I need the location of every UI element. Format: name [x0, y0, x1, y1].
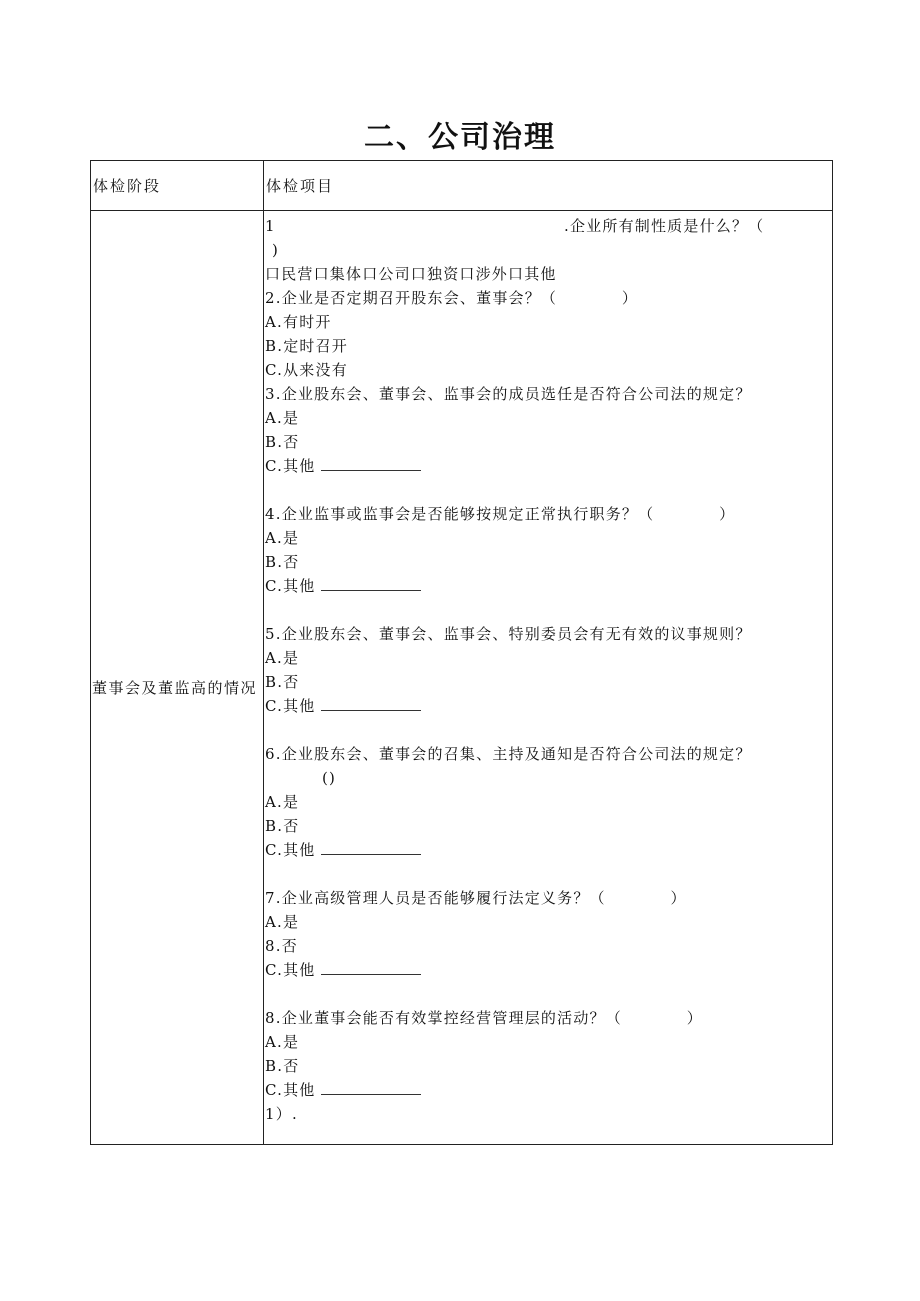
question-1-number: 1 — [265, 217, 276, 235]
question-1 — [264, 214, 832, 238]
question-8-option-b: B.否 — [265, 1057, 300, 1075]
question-3-option-a: A.是 — [265, 409, 300, 427]
checkup-table — [90, 160, 833, 1145]
items-cell — [264, 211, 833, 1145]
header-row — [91, 161, 833, 211]
question-1-options: 口民营口集体口公司口独资口涉外口其他 — [265, 265, 557, 283]
question-4-blank[interactable] — [321, 575, 421, 591]
content-row — [91, 211, 833, 1145]
question-7-option-c — [264, 958, 832, 982]
spacer — [264, 718, 832, 742]
question-3-blank[interactable] — [321, 455, 421, 471]
question-4-option-c-label: C.其他 — [265, 577, 316, 595]
spacer — [264, 478, 832, 502]
header-cell-items — [264, 161, 833, 211]
question-5-option-c-label: C.其他 — [265, 697, 316, 715]
question-8-option-c-label: C.其他 — [265, 1081, 316, 1099]
question-7-blank[interactable] — [321, 959, 421, 975]
question-7-option-b: 8.否 — [265, 937, 298, 955]
question-4: 4.企业监事或监事会是否能够按规定正常执行职务？（ ） — [265, 505, 736, 523]
header-items: 体检项目 — [266, 177, 335, 195]
question-1-text: .企业所有制性质是什么？（ — [564, 217, 765, 235]
question-4-option-a: A.是 — [265, 529, 300, 547]
question-4-option-b: B.否 — [265, 553, 300, 571]
stage-cell — [91, 211, 264, 1145]
spacer — [264, 598, 832, 622]
question-2-option-a: A.有时开 — [265, 313, 332, 331]
question-7-option-c-label: C.其他 — [265, 961, 316, 979]
spacer — [264, 982, 832, 1006]
question-8-blank[interactable] — [321, 1079, 421, 1095]
question-8-option-a: A.是 — [265, 1033, 300, 1051]
question-6: 6.企业股东会、董事会的召集、主持及通知是否符合公司法的规定？ — [265, 745, 752, 763]
question-5-blank[interactable] — [321, 695, 421, 711]
footer-note: 1）. — [265, 1105, 298, 1123]
items-list — [264, 211, 832, 1144]
question-1-close: ) — [272, 241, 280, 259]
question-5-option-c — [264, 694, 832, 718]
question-3: 3.企业股东会、董事会、监事会的成员选任是否符合公司法的规定？ — [265, 385, 752, 403]
question-4-option-c — [264, 574, 832, 598]
page-title: 二、公司治理 — [364, 120, 556, 155]
header-stage: 体检阶段 — [93, 177, 162, 195]
question-3-option-b: B.否 — [265, 433, 300, 451]
question-6-blank[interactable] — [321, 839, 421, 855]
question-3-option-c-label: C.其他 — [265, 457, 316, 475]
question-5-option-a: A.是 — [265, 649, 300, 667]
question-7: 7.企业高级管理人员是否能够履行法定义务？（ ） — [265, 889, 687, 907]
question-8: 8.企业董事会能否有效掌控经营管理层的活动？（ ） — [265, 1009, 703, 1027]
question-6-option-c-label: C.其他 — [265, 841, 316, 859]
question-5-option-b: B.否 — [265, 673, 300, 691]
question-5: 5.企业股东会、董事会、监事会、特别委员会有无有效的议事规则？ — [265, 625, 752, 643]
question-6-option-a: A.是 — [265, 793, 300, 811]
header-cell-stage — [91, 161, 264, 211]
question-6-option-c — [264, 838, 832, 862]
question-6-option-b: B.否 — [265, 817, 300, 835]
question-6-paren: () — [322, 769, 337, 787]
question-2-option-b: B.定时召开 — [265, 337, 348, 355]
question-8-option-c — [264, 1078, 832, 1102]
question-7-option-a: A.是 — [265, 913, 300, 931]
question-3-option-c — [264, 454, 832, 478]
spacer — [264, 862, 832, 886]
question-2: 2.企业是否定期召开股东会、董事会？（ ） — [265, 289, 639, 307]
stage-label: 董事会及董监高的情况 — [92, 678, 258, 697]
question-2-option-c: C.从来没有 — [265, 361, 348, 379]
